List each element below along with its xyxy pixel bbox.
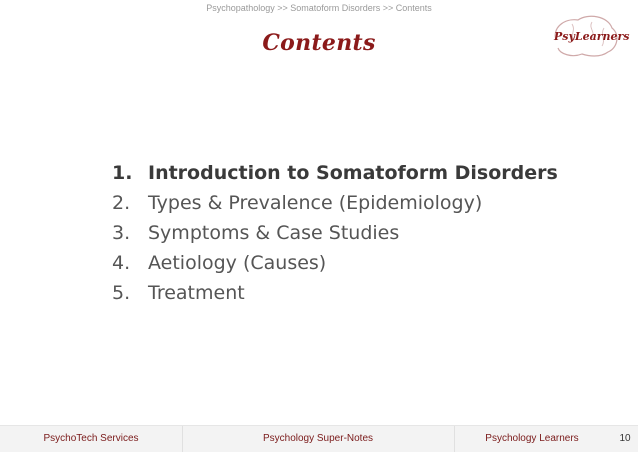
- breadcrumb: Psychopathology >> Somatoform Disorders >> Contents: [206, 3, 432, 13]
- list-item: [112, 188, 592, 218]
- item-number: 5.: [112, 282, 131, 304]
- list-item: [112, 278, 592, 308]
- item-number: 4.: [112, 252, 131, 274]
- footer-right: Psychology Learners: [485, 433, 579, 444]
- logo-text: PsyLearners: [554, 30, 630, 43]
- list-item: [112, 248, 592, 278]
- item-number: 3.: [112, 222, 131, 244]
- item-label: Treatment: [148, 282, 245, 304]
- page-title: Contents: [262, 30, 376, 56]
- item-number: 2.: [112, 192, 131, 214]
- item-number: 1.: [112, 162, 133, 184]
- psylearners-logo: [548, 14, 630, 60]
- item-label: Types & Prevalence (Epidemiology): [148, 192, 483, 214]
- item-label: Symptoms & Case Studies: [148, 222, 400, 244]
- item-label: Aetiology (Causes): [148, 252, 327, 274]
- footer-center: Psychology Super-Notes: [182, 426, 455, 452]
- list-item: [112, 218, 592, 248]
- footer-left: PsychoTech Services: [0, 426, 183, 452]
- page-number: 10: [619, 433, 631, 444]
- list-item: [112, 158, 592, 188]
- footer: [0, 425, 638, 452]
- item-label: Introduction to Somatoform Disorders: [148, 162, 558, 184]
- contents-list: [112, 158, 592, 308]
